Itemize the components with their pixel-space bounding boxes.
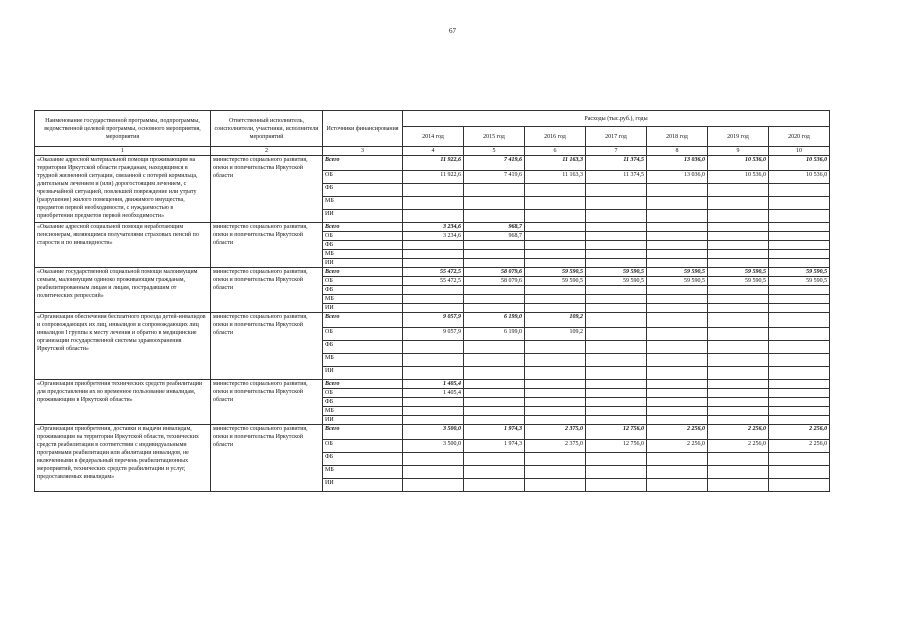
funding-source: МБ [323, 197, 403, 210]
year-header: 2019 год [708, 127, 769, 147]
funding-source: ОБ [323, 328, 403, 341]
expense-value [464, 453, 525, 466]
expense-value [464, 286, 525, 295]
funding-source: ФБ [323, 453, 403, 466]
expense-value [708, 184, 769, 197]
table-row [35, 268, 830, 277]
expense-value [403, 416, 464, 425]
expense-value: 3 500,0 [403, 425, 464, 440]
expense-value [403, 210, 464, 223]
expense-value: 109,2 [525, 313, 586, 328]
expense-value [525, 232, 586, 241]
expense-value: 2 256,0 [647, 425, 708, 440]
expense-value: 2 256,0 [708, 425, 769, 440]
funding-source: Всего [323, 313, 403, 328]
expense-value: 10 536,0 [708, 156, 769, 171]
expense-value: 59 590,5 [586, 277, 647, 286]
expense-value [769, 241, 830, 250]
expense-value [586, 380, 647, 389]
expense-value [586, 341, 647, 354]
expense-value [769, 453, 830, 466]
responsible-executor: министерство социального развития, опеки и попечительства Иркутской области [211, 223, 323, 268]
measure-name: «Организация приобретения технических средств реабилитации для предоставления их во временное пользование инвалидам, проживающим в Иркутской области» [35, 380, 211, 425]
funding-source: ОБ [323, 440, 403, 453]
expense-value [586, 259, 647, 268]
expense-value: 3 234,6 [403, 232, 464, 241]
expense-value [403, 367, 464, 380]
expense-value [708, 407, 769, 416]
funding-source: ИИ [323, 479, 403, 492]
expense-value [708, 304, 769, 313]
expense-value [769, 250, 830, 259]
expense-value [525, 210, 586, 223]
expense-value [403, 453, 464, 466]
expense-value: 13 036,0 [647, 156, 708, 171]
expense-value [708, 354, 769, 367]
expense-value [769, 223, 830, 232]
responsible-executor: министерство социального развития, опеки и попечительства Иркутской области [211, 380, 323, 425]
expense-value [525, 241, 586, 250]
expense-value [647, 304, 708, 313]
expense-value [586, 184, 647, 197]
expense-value [769, 341, 830, 354]
expense-value [464, 241, 525, 250]
header-expenses: Расходы (тыс.руб.), годы [403, 111, 830, 127]
expense-value [586, 232, 647, 241]
measure-name: «Организация обеспечения бесплатного проезда детей-инвалидов и сопровождающих их лиц, инвалидов и сопровождающих лиц инвалидов I группы к месту лечения и обратно в медицинские организации государственной системы здравоохранения Иркутской области» [35, 313, 211, 380]
expense-value [525, 286, 586, 295]
expense-value: 10 536,0 [769, 156, 830, 171]
expense-value [525, 250, 586, 259]
funding-source: ОБ [323, 277, 403, 286]
expense-value: 7 419,6 [464, 156, 525, 171]
expense-value [464, 341, 525, 354]
funding-source: ФБ [323, 184, 403, 197]
expense-value [769, 398, 830, 407]
expense-value [586, 354, 647, 367]
expense-value: 3 500,0 [403, 440, 464, 453]
measure-name: «Оказание государственной социальной помощи малоимущим семьям, малоимущим одиноко проживающим гражданам, реабилитированным лицам и лицам, пострадавшим от политических репрессий» [35, 268, 211, 313]
funding-source: Всего [323, 268, 403, 277]
expense-value [525, 416, 586, 425]
column-number: 1 [35, 147, 211, 156]
expense-value: 2 256,0 [769, 425, 830, 440]
expense-value [586, 453, 647, 466]
funding-source: ОБ [323, 232, 403, 241]
expense-value [525, 367, 586, 380]
funding-source: ФБ [323, 341, 403, 354]
expense-value [708, 197, 769, 210]
expense-value [525, 453, 586, 466]
expense-value [586, 250, 647, 259]
expense-value [647, 241, 708, 250]
expense-value [464, 407, 525, 416]
expense-value [708, 328, 769, 341]
expense-value [403, 479, 464, 492]
expense-value [647, 407, 708, 416]
expense-value: 59 590,5 [708, 268, 769, 277]
expense-value [464, 259, 525, 268]
funding-source: Всего [323, 156, 403, 171]
expense-value [586, 398, 647, 407]
expense-value [769, 479, 830, 492]
expense-value [647, 367, 708, 380]
expense-value [403, 295, 464, 304]
expenses-table [34, 110, 830, 492]
expense-value [769, 380, 830, 389]
expense-value [586, 210, 647, 223]
expense-value [464, 250, 525, 259]
year-header: 2018 год [647, 127, 708, 147]
column-number: 8 [647, 147, 708, 156]
expense-value [647, 416, 708, 425]
expense-value [464, 416, 525, 425]
expense-value [586, 313, 647, 328]
expense-value [708, 241, 769, 250]
expense-value [525, 304, 586, 313]
expense-value [464, 367, 525, 380]
funding-source: МБ [323, 295, 403, 304]
expense-value [708, 479, 769, 492]
expense-value: 59 590,5 [769, 277, 830, 286]
expense-value: 12 756,0 [586, 440, 647, 453]
expense-value [708, 295, 769, 304]
expense-value [647, 380, 708, 389]
expense-value [586, 407, 647, 416]
expense-value [769, 304, 830, 313]
funding-source: ИИ [323, 367, 403, 380]
expense-value [647, 389, 708, 398]
expense-value: 7 419,6 [464, 171, 525, 184]
responsible-executor: министерство социального развития, опеки и попечительства Иркутской области [211, 156, 323, 223]
expense-value: 59 590,5 [708, 277, 769, 286]
expense-value [708, 210, 769, 223]
expense-value [647, 328, 708, 341]
expense-value [647, 313, 708, 328]
expense-value [525, 197, 586, 210]
expense-value [647, 210, 708, 223]
header-name: Наименование государственной программы, подпрограммы, ведомственной целевой программы, основного мероприятия, мероприятия [35, 111, 211, 147]
expense-value [647, 184, 708, 197]
funding-source: Всего [323, 223, 403, 232]
expense-value [708, 380, 769, 389]
expense-value: 2 375,0 [525, 425, 586, 440]
expense-value: 11 922,6 [403, 156, 464, 171]
expense-value: 58 079,6 [464, 277, 525, 286]
expense-value [403, 286, 464, 295]
measure-name: «Оказание адресной материальной помощи проживающим на территории Иркутской области гражданам, находящимся в трудной жизненной ситуации, связанной с потерей кормильца, длительным лечением и (или) дорогостоящим лечением, с чрезвычайной ситуацией, повлекшей повреждение или утрату (разрушение) жилого помещения, движимого имущества, предметов первой необходимости, с нуждаемостью в приобретении предметов первой необходимости» [35, 156, 211, 223]
expense-value: 1 405,4 [403, 389, 464, 398]
expense-value [525, 295, 586, 304]
table-row [35, 425, 830, 440]
expense-value [769, 259, 830, 268]
funding-source: ОБ [323, 389, 403, 398]
expense-value [708, 453, 769, 466]
expense-value [586, 367, 647, 380]
funding-source: ИИ [323, 304, 403, 313]
expense-value [464, 295, 525, 304]
column-number: 3 [323, 147, 403, 156]
expense-value [647, 223, 708, 232]
funding-source: Всего [323, 425, 403, 440]
expense-value [586, 286, 647, 295]
expense-value [647, 398, 708, 407]
column-number: 2 [211, 147, 323, 156]
table-row [35, 380, 830, 389]
funding-source: ИИ [323, 416, 403, 425]
responsible-executor: министерство социального развития, опеки и попечительства Иркутской области [211, 313, 323, 380]
expense-value: 6 199,0 [464, 328, 525, 341]
expense-value: 55 472,5 [403, 277, 464, 286]
column-number: 5 [464, 147, 525, 156]
expense-value: 12 756,0 [586, 425, 647, 440]
expense-value [769, 407, 830, 416]
expense-value [769, 286, 830, 295]
column-number: 6 [525, 147, 586, 156]
responsible-executor: министерство социального развития, опеки и попечительства Иркутской области [211, 425, 323, 492]
expense-value [586, 479, 647, 492]
funding-source: ФБ [323, 398, 403, 407]
expense-value [464, 304, 525, 313]
column-number: 9 [708, 147, 769, 156]
expense-value [464, 380, 525, 389]
funding-source: ФБ [323, 241, 403, 250]
expense-value [769, 389, 830, 398]
expense-value [708, 250, 769, 259]
expense-value: 6 199,0 [464, 313, 525, 328]
expense-value: 3 234,6 [403, 223, 464, 232]
expense-value: 1 974,3 [464, 440, 525, 453]
expense-value: 2 256,0 [647, 440, 708, 453]
expense-value [586, 416, 647, 425]
expense-value [525, 407, 586, 416]
expense-value: 9 057,9 [403, 328, 464, 341]
expense-value [708, 286, 769, 295]
funding-source: ФБ [323, 286, 403, 295]
expense-value [586, 197, 647, 210]
expense-value: 11 374,5 [586, 156, 647, 171]
expense-value: 59 590,5 [586, 268, 647, 277]
expense-value [647, 354, 708, 367]
expense-value [464, 184, 525, 197]
expense-value [403, 398, 464, 407]
expense-value [708, 223, 769, 232]
expense-value [647, 286, 708, 295]
expense-value [403, 197, 464, 210]
column-number: 4 [403, 147, 464, 156]
year-header: 2017 год [586, 127, 647, 147]
header-source: Источники финансирования [323, 111, 403, 147]
expense-value [647, 341, 708, 354]
expense-value [769, 295, 830, 304]
expense-value [586, 304, 647, 313]
expense-value: 59 590,5 [525, 268, 586, 277]
expense-value [769, 328, 830, 341]
expense-value [708, 259, 769, 268]
expense-value: 58 079,6 [464, 268, 525, 277]
expense-value [586, 241, 647, 250]
expense-value [403, 354, 464, 367]
expense-value [464, 466, 525, 479]
expense-value: 1 405,4 [403, 380, 464, 389]
expense-value [525, 466, 586, 479]
expense-value: 9 057,9 [403, 313, 464, 328]
expense-value: 11 922,6 [403, 171, 464, 184]
expense-value [403, 241, 464, 250]
expense-value [525, 223, 586, 232]
expense-value [464, 210, 525, 223]
expense-value [647, 466, 708, 479]
expense-value: 968,7 [464, 223, 525, 232]
expense-value [525, 380, 586, 389]
expense-value [525, 354, 586, 367]
responsible-executor: министерство социального развития, опеки и попечительства Иркутской области [211, 268, 323, 313]
expense-value [586, 389, 647, 398]
expense-value [464, 479, 525, 492]
year-header: 2020 год [769, 127, 830, 147]
expense-value [647, 259, 708, 268]
expense-value: 1 974,3 [464, 425, 525, 440]
expense-value [769, 197, 830, 210]
expense-value: 2 375,0 [525, 440, 586, 453]
expense-value [586, 223, 647, 232]
expense-value [403, 259, 464, 268]
expense-value [769, 184, 830, 197]
expense-value [525, 184, 586, 197]
expense-value [525, 398, 586, 407]
expense-value [769, 210, 830, 223]
expense-value: 59 590,5 [647, 277, 708, 286]
expense-value [525, 389, 586, 398]
page-number: 67 [449, 27, 456, 35]
expense-value [708, 466, 769, 479]
header-executor: Ответственный исполнитель, соисполнители, участники, исполнители мероприятий [211, 111, 323, 147]
funding-source: МБ [323, 466, 403, 479]
expense-value [769, 416, 830, 425]
expense-value: 11 163,3 [525, 171, 586, 184]
funding-source: ОБ [323, 171, 403, 184]
expense-value [525, 479, 586, 492]
expense-value [403, 466, 464, 479]
expense-value: 109,2 [525, 328, 586, 341]
expense-value [708, 416, 769, 425]
measure-name: «Организация приобретения, доставки и выдачи инвалидам, проживающим на территории Иркутской области, технических средств реабилитации в соответствии с индивидуальными программами реабилитации или абилитации инвалидов, не включенными в федеральный перечень реабилитационных мероприятий, технических средств реабилитации и услуг, предоставляемых инвалидам» [35, 425, 211, 492]
expense-value [525, 259, 586, 268]
expense-value [708, 389, 769, 398]
funding-source: МБ [323, 354, 403, 367]
expense-value [403, 304, 464, 313]
expense-value [708, 232, 769, 241]
expense-value [647, 295, 708, 304]
expense-value [403, 341, 464, 354]
expense-value: 55 472,5 [403, 268, 464, 277]
expense-value [403, 184, 464, 197]
expense-value [769, 232, 830, 241]
expense-value: 968,7 [464, 232, 525, 241]
funding-source: ИИ [323, 210, 403, 223]
expense-value [769, 466, 830, 479]
expense-value [708, 367, 769, 380]
expense-value [403, 250, 464, 259]
expense-value [647, 250, 708, 259]
expense-value [708, 398, 769, 407]
funding-source: ИИ [323, 259, 403, 268]
table-row [35, 156, 830, 171]
table-row [35, 313, 830, 328]
expense-value [647, 453, 708, 466]
expense-value [769, 354, 830, 367]
funding-source: МБ [323, 407, 403, 416]
expense-value [647, 479, 708, 492]
expense-value [586, 295, 647, 304]
expense-value [647, 232, 708, 241]
expense-value: 2 256,0 [769, 440, 830, 453]
expense-value: 13 036,0 [647, 171, 708, 184]
expense-value [464, 197, 525, 210]
column-number: 10 [769, 147, 830, 156]
expense-value [708, 341, 769, 354]
expense-value [464, 354, 525, 367]
expense-value [708, 313, 769, 328]
year-header: 2014 год [403, 127, 464, 147]
expense-value [586, 466, 647, 479]
measure-name: «Оказание адресной социальной помощи неработающим пенсионерам, являющимся получателями страховых пенсий по старости и по инвалидности» [35, 223, 211, 268]
funding-source: МБ [323, 250, 403, 259]
column-number: 7 [586, 147, 647, 156]
expense-value: 11 374,5 [586, 171, 647, 184]
expense-value: 10 536,0 [769, 171, 830, 184]
expense-value: 59 590,5 [525, 277, 586, 286]
expense-value [586, 328, 647, 341]
expense-value [647, 197, 708, 210]
table-row [35, 223, 830, 232]
expense-value [403, 407, 464, 416]
expense-value: 2 256,0 [708, 440, 769, 453]
year-header: 2016 год [525, 127, 586, 147]
expense-value: 59 590,5 [647, 268, 708, 277]
expense-value [464, 398, 525, 407]
year-header: 2015 год [464, 127, 525, 147]
expense-value [525, 341, 586, 354]
expense-value [769, 367, 830, 380]
funding-source: Всего [323, 380, 403, 389]
expense-value: 11 163,3 [525, 156, 586, 171]
expense-value [769, 313, 830, 328]
expense-value [464, 389, 525, 398]
expense-value: 59 590,5 [769, 268, 830, 277]
expense-value: 10 536,0 [708, 171, 769, 184]
